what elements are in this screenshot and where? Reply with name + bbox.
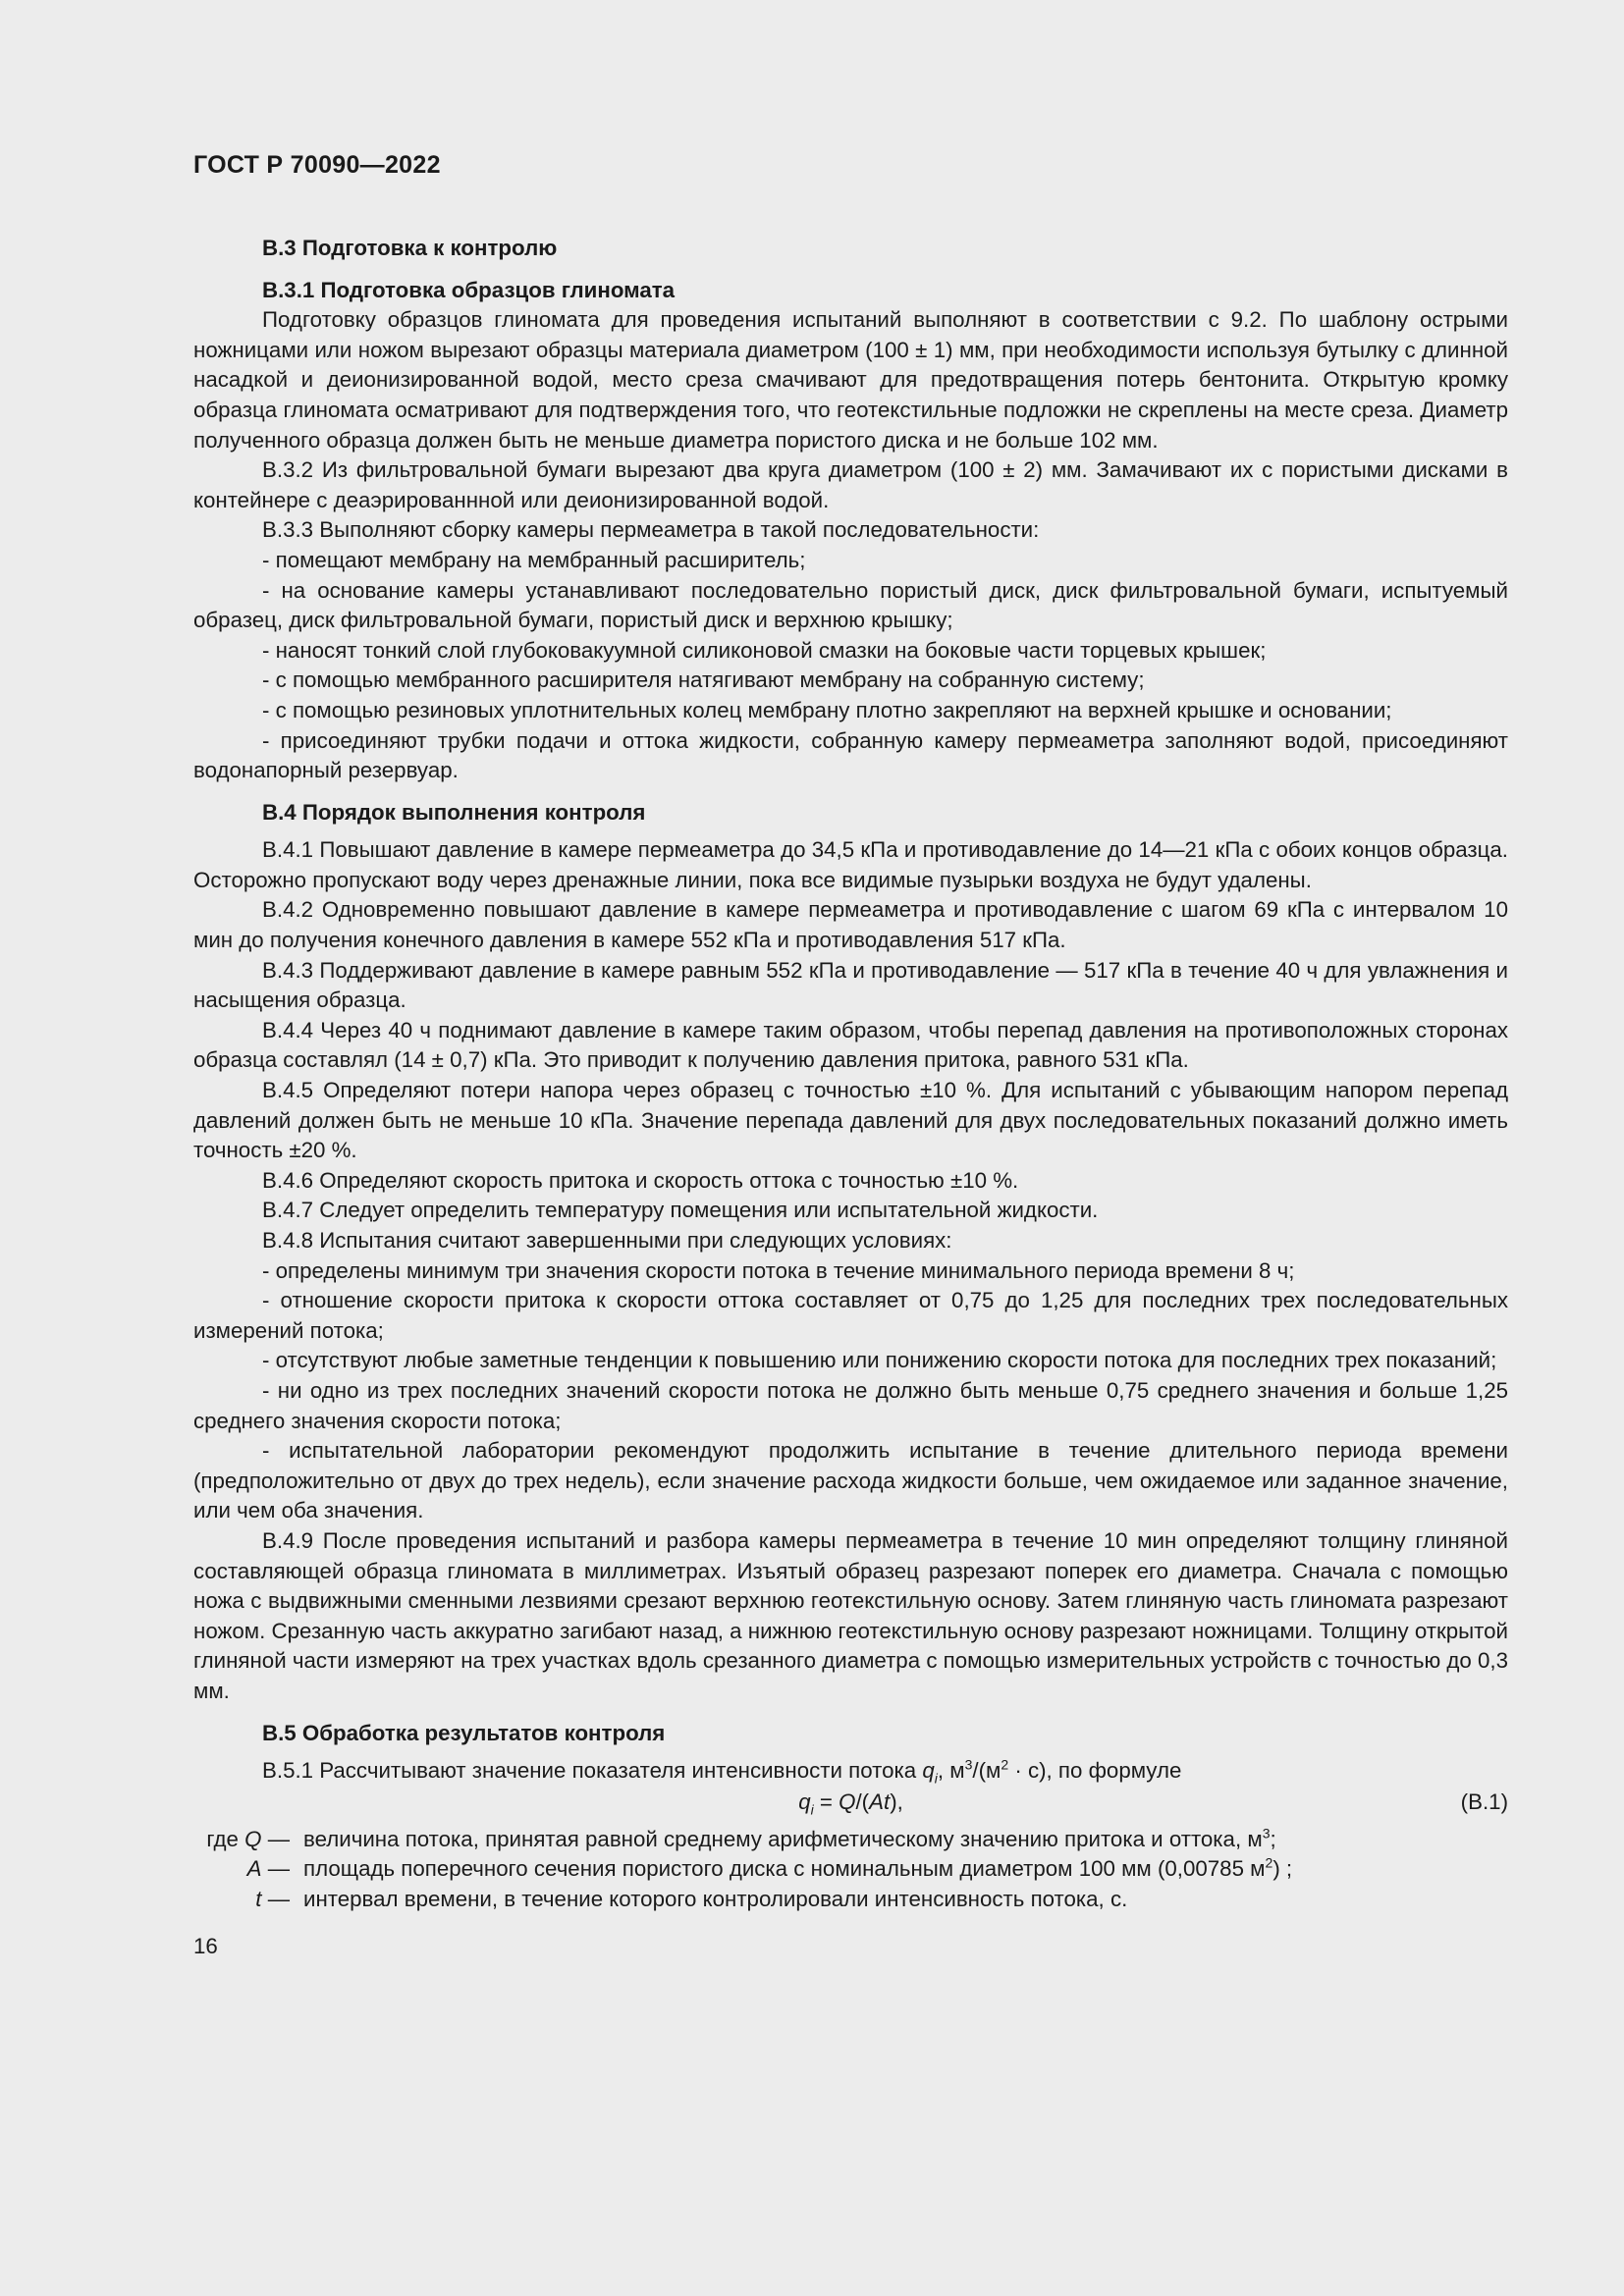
formula	[193, 1787, 1508, 1817]
formula-at: At	[869, 1789, 891, 1814]
var-i: i	[934, 1770, 938, 1787]
legend-key	[193, 1825, 303, 1855]
legend-var: Q	[244, 1826, 262, 1851]
formula-lhs: q	[798, 1789, 811, 1814]
list-item: - отсутствуют любые заметные тенденции к повышению или понижению скорости потока для последних трех показаний;	[262, 1348, 1497, 1373]
section-b3-title: В.3 Подготовка к контролю	[262, 236, 558, 260]
formula-close: ),	[890, 1789, 903, 1814]
legend-desc: интервал времени, в течение которого контролировали интенсивность потока, с.	[303, 1886, 1128, 1911]
list-item: - с помощью резиновых уплотнительных колец мембрану плотно закрепляют на верхней крышке и основании;	[262, 697, 1392, 722]
page-number: 16	[193, 1934, 218, 1959]
section-b31-title: В.3.1 Подготовка образцов глиномата	[262, 277, 676, 302]
legend-text	[303, 1825, 1508, 1855]
list-item: - с помощью мембранного расширителя натягивают мембрану на собранную систему;	[262, 667, 1145, 693]
paragraph-b46: В.4.6 Определяют скорость притока и скорость оттока с точностью ±10 %.	[262, 1167, 1019, 1193]
paragraph-b49: В.4.9 После проведения испытаний и разбора камеры пермеаметра в течение 10 мин определяют толщину глиняной составляющей образца глиномата в миллиметрах. Изъятый образец разрезают поперек его диаметра. Сначала с помощью ножа с выдвижными сменными лезвиями срезают верхнюю геотекстильную основу. Затем глиняную часть глиномата разрезают ножом. Срезанную часть аккуратно загибают назад, а нижнюю геотекстильную основу разрезают ножницами. Толщину открытой глиняной части измеряют на трех участках вдоль срезанного диаметра с помощью измерительных устройств с точностью до 0,3 мм.	[193, 1527, 1508, 1703]
list-item: - наносят тонкий слой глубоковакуумной силиконовой смазки на боковые части торцевых крышек;	[262, 637, 1267, 663]
formula-q: Q	[839, 1789, 856, 1814]
legend-dash: —	[261, 1856, 290, 1882]
unit-text: · с), по формуле	[1008, 1758, 1182, 1784]
list-item: - испытательной лаборатории рекомендуют продолжить испытание в течение длительного периода времени (предположительно от двух до трех недель), если значение расхода жидкости больше, чем ожидаемое или заданное значение, или чем оба значения.	[193, 1438, 1508, 1523]
var-q: q	[922, 1758, 935, 1784]
formula-paren: /(	[855, 1789, 870, 1814]
section-b4-title: В.4 Порядок выполнения контроля	[262, 799, 646, 825]
list-item: - помещают мембрану на мембранный расширитель;	[262, 547, 806, 572]
unit-text: /(м	[972, 1758, 1001, 1784]
paragraph-b33: В.3.3 Выполняют сборку камеры пермеаметра в такой последовательности:	[262, 517, 1040, 543]
formula-number: (В.1)	[1460, 1789, 1508, 1814]
section-b5-title: В.5 Обработка результатов контроля	[262, 1720, 666, 1745]
paragraph-b42: В.4.2 Одновременно повышают давление в камере пермеаметра и противодавление с шагом 69 кПа с интервалом 10 мин до получения конечного давления в камере 552 кПа и противодавления 517 кПа.	[193, 897, 1508, 953]
legend-key	[193, 1885, 303, 1915]
formula-eq: =	[813, 1789, 839, 1814]
formula-row	[193, 1787, 1508, 1817]
list-item: - отношение скорости притока к скорости оттока составляет от 0,75 до 1,25 для последних трех последовательных измерений потока;	[193, 1288, 1508, 1343]
paragraph-b45: В.4.5 Определяют потери напора через образец с точностью ±10 %. Для испытаний с убывающим напором перепад давлений должен быть не меньше 10 кПа. Значение перепада давлений для двух последовательных показаний должно иметь точность ±20 %.	[193, 1078, 1508, 1163]
paragraph-b41: В.4.1 Повышают давление в камере пермеаметра до 34,5 кПа и противодавление до 14—21 кПа с обоих концов образца. Осторожно пропускают воду через дренажные линии, пока все видимые пузырьки воздуха не будут удалены.	[193, 837, 1508, 892]
legend-var: A	[246, 1856, 262, 1882]
legend-text	[303, 1854, 1508, 1885]
legend-dash: —	[261, 1826, 290, 1851]
paragraph-b47: В.4.7 Следует определить температуру помещения или испытательной жидкости.	[262, 1198, 1099, 1223]
formula-legend	[193, 1825, 1508, 1915]
legend-prefix: где	[206, 1826, 245, 1851]
legend-key	[193, 1854, 303, 1885]
unit-sup: 3	[964, 1756, 973, 1773]
legend-desc: величина потока, принятая равной среднему арифметическому значению притока и оттока, м	[303, 1826, 1263, 1851]
unit-sup: 2	[1001, 1756, 1009, 1773]
paragraph-b51	[193, 1756, 1508, 1787]
list-item: - определены минимум три значения скорости потока в течение минимального периода времени 8 ч;	[262, 1257, 1295, 1283]
list-item: - присоединяют трубки подачи и оттока жидкости, собранную камеру пермеаметра заполняют водой, присоединяют водонапорный резервуар.	[193, 727, 1508, 783]
paragraph-b51-prefix: В.5.1 Рассчитывают значение показателя интенсивности потока	[262, 1758, 923, 1784]
legend-desc: площадь поперечного сечения пористого диска с номинальным диаметром 100 мм (0,00785 м	[303, 1856, 1266, 1882]
list-item: - на основание камеры устанавливают последовательно пористый диск, диск фильтровальной бумаги, испытуемый образец, диск фильтровальной бумаги, пористый диск и верхнюю крышку;	[193, 577, 1508, 633]
legend-sup: 2	[1265, 1854, 1273, 1871]
paragraph-b44: В.4.4 Через 40 ч поднимают давление в камере таким образом, чтобы перепад давления на противоположных сторонах образца составлял (14 ± 0,7) кПа. Это приводит к получению давления притока, равного 531 кПа.	[193, 1017, 1508, 1073]
paragraph-b31: Подготовку образцов глиномата для проведения испытаний выполняют в соответствии с 9.2. По шаблону острыми ножницами или ножом вырезают образцы материала диаметром (100 ± 1) мм, при необходимости используя бутылку с длинной насадкой и деионизированной водой, место среза смачивают для предотвращения потерь бентонита. Открытую кромку образца глиномата осматривают для подтверждения того, что геотекстильные подложки не скреплены на месте среза. Диаметр полученного образца должен быть не меньше диаметра пористого диска и не больше 102 мм.	[193, 307, 1508, 453]
legend-dash: —	[261, 1886, 290, 1911]
list-item: - ни одно из трех последних значений скорости потока не должно быть меньше 0,75 среднего значения и больше 1,25 среднего значения скорости потока;	[193, 1377, 1508, 1433]
document-body	[193, 234, 1508, 1787]
unit-text: , м	[937, 1758, 965, 1784]
paragraph-b48: В.4.8 Испытания считают завершенными при следующих условиях:	[262, 1228, 952, 1253]
formula-lhs-sub: i	[810, 1801, 814, 1818]
legend-var: t	[255, 1886, 262, 1911]
document-code-header: ГОСТ Р 70090—2022	[193, 151, 441, 179]
legend-sup: 3	[1262, 1825, 1271, 1842]
legend-tail: ) ;	[1272, 1856, 1293, 1882]
legend-text	[303, 1885, 1508, 1915]
paragraph-b32: В.3.2 Из фильтровальной бумаги вырезают два круга диаметром (100 ± 2) мм. Замачивают их с пористыми дисками в контейнере с деаэрированнной или деионизированной водой.	[193, 457, 1508, 512]
paragraph-b43: В.4.3 Поддерживают давление в камере равным 552 кПа и противодавление — 517 кПа в течение 40 ч для увлажнения и насыщения образца.	[193, 957, 1508, 1013]
legend-tail: ;	[1270, 1826, 1276, 1851]
